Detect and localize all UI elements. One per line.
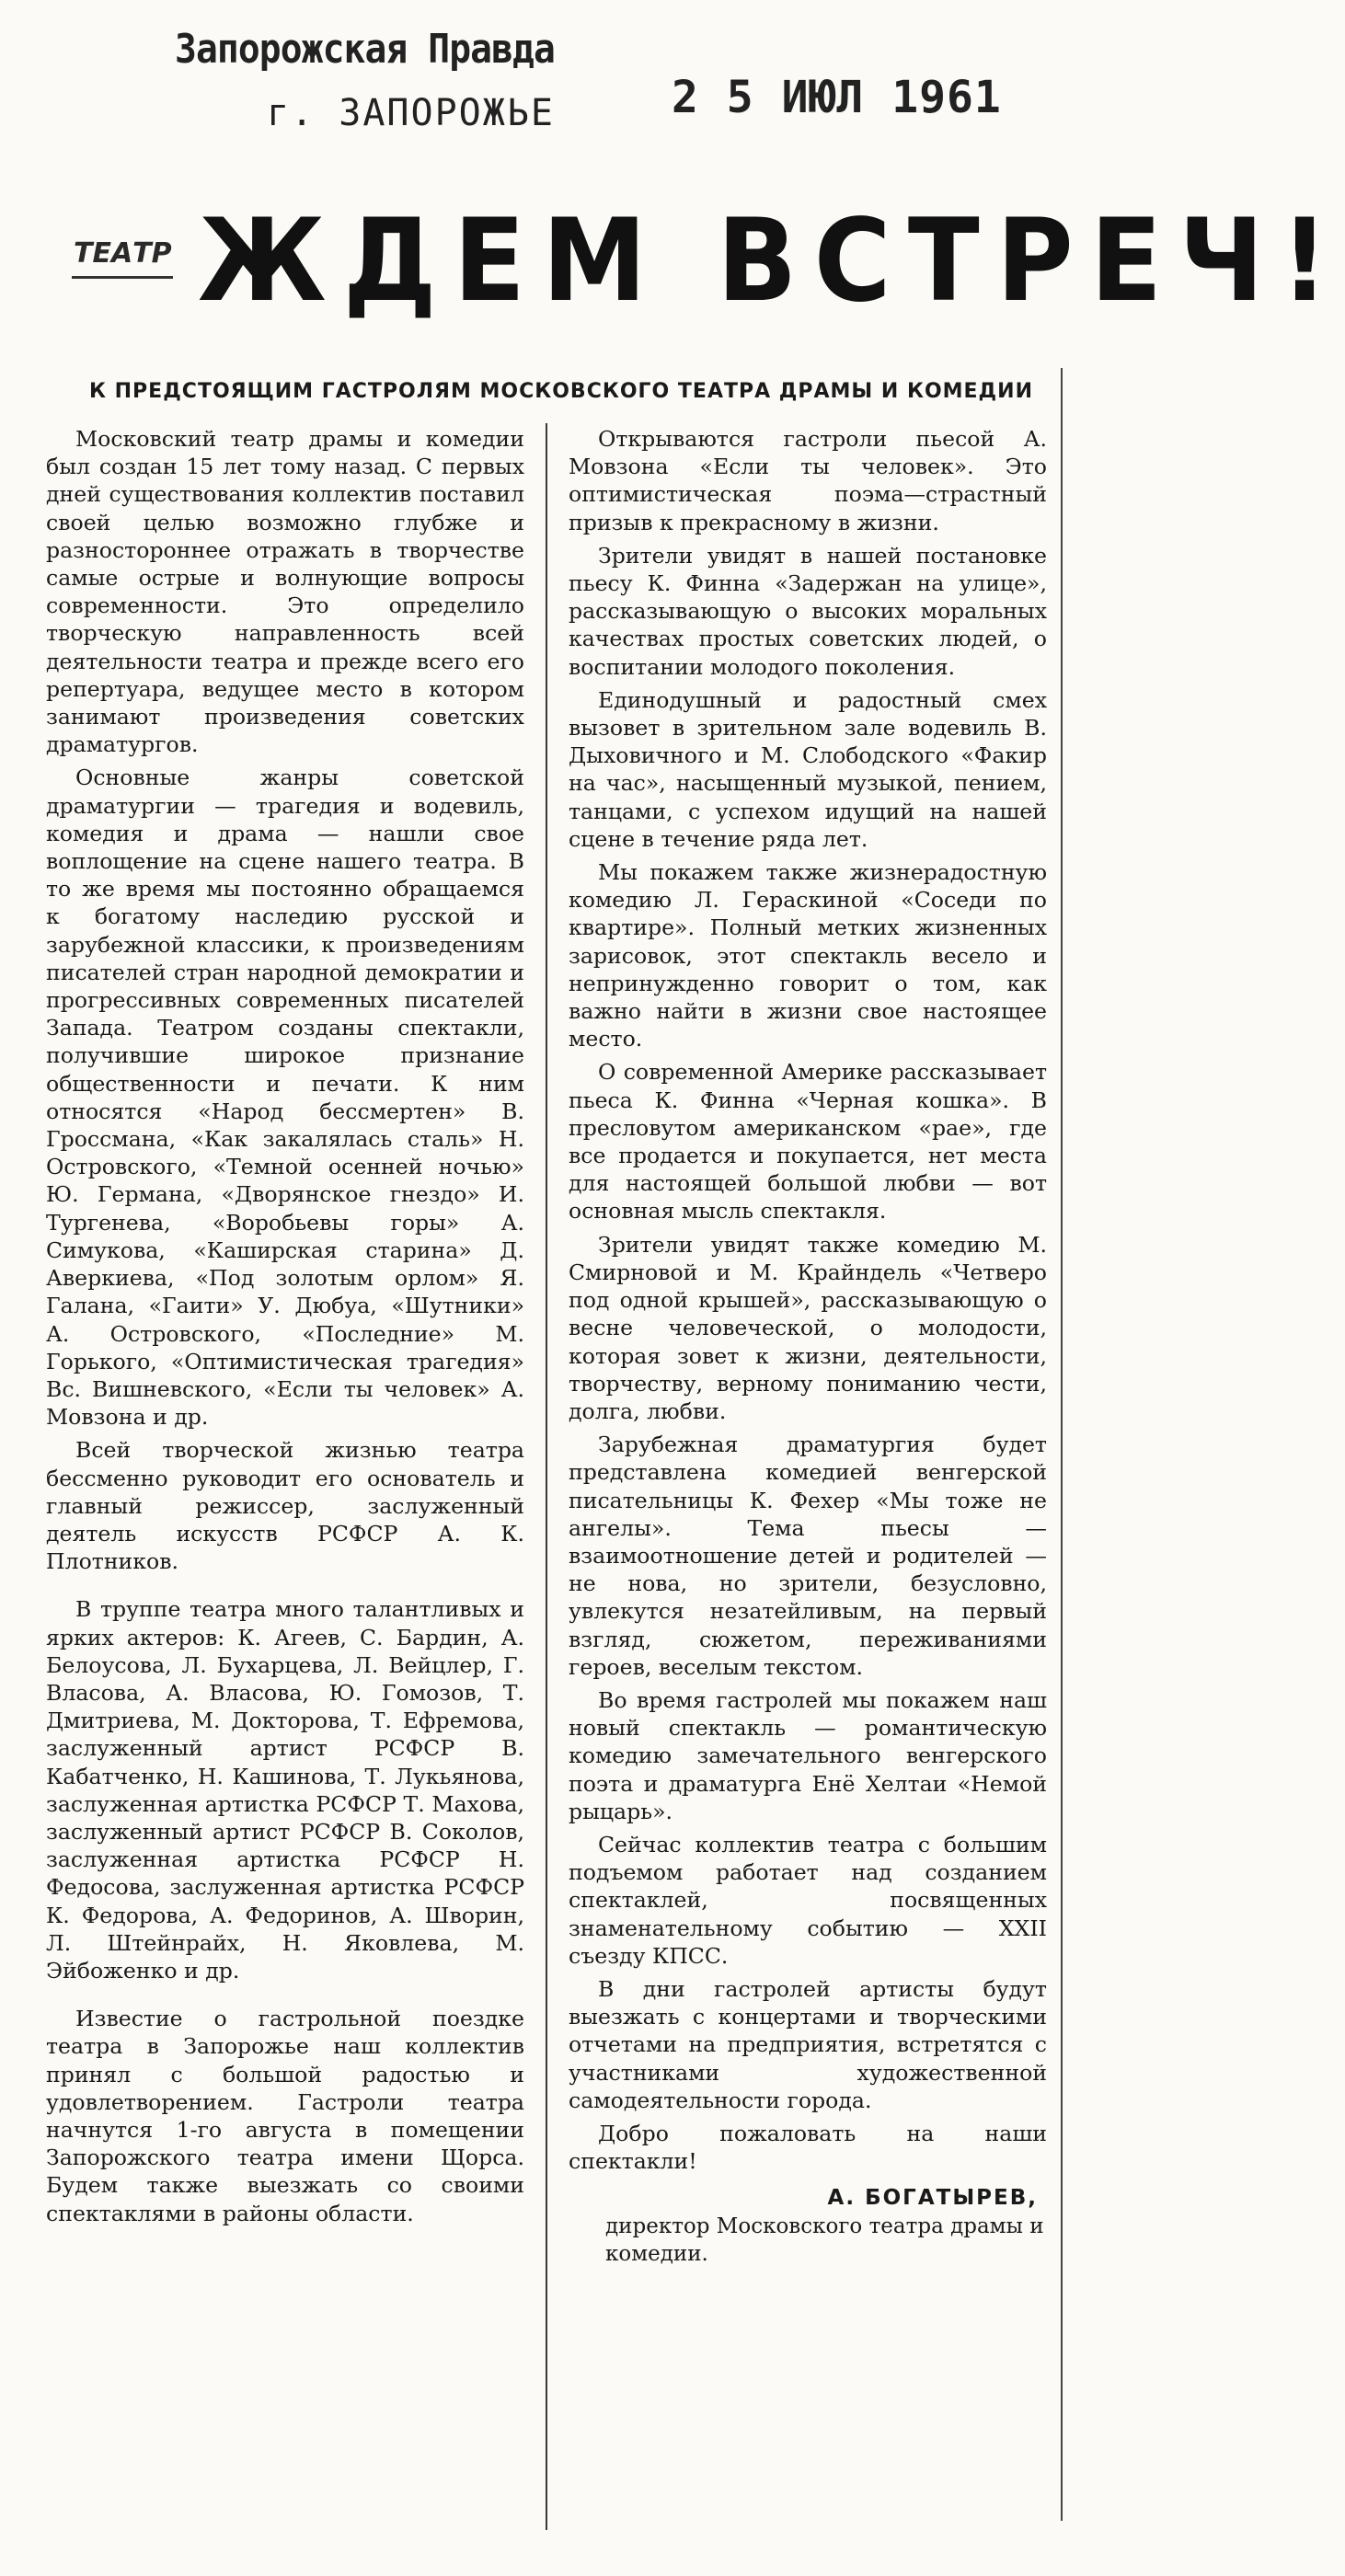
newspaper-stamp [175, 26, 1003, 145]
subheadline: К ПРЕДСТОЯЩИМ ГАСТРОЛЯМ МОСКОВСКОГО ТЕАТРА ДРАМЫ И КОМЕДИИ [89, 380, 1033, 403]
column-divider [546, 423, 547, 2530]
paragraph: Зарубежная драматургия будет представлена комедией венгерской писательницы К. Фехер «Мы тоже не ангелы». Тема пьесы — взаимоотношение детей и родителей — не нова, но зрители, безусловно, увлекутся незатейливым, на первый взгляд, сюжетом, переживаниями героев, веселым текстом. [569, 1432, 1047, 1680]
paragraph: Московский театр драмы и комедии был создан 15 лет тому назад. С первых дней существования коллектив поставил своей целью возможно глубже и разностороннее отражать в творчестве самые острые и волнующие вопросы современности. Это определило творческую направленность всей деятельности театра и прежде всего его репертуара, ведущее место в котором занимают произведения советских драматургов. [46, 426, 524, 758]
paragraph: Сейчас коллектив театра с большим подъемом работает над созданием спектаклей, посвященных знаменательному событию — XXII съезду КПСС. [569, 1831, 1047, 1969]
stamp-newspaper-name: Запорожская Правда [175, 26, 555, 73]
left-column [46, 425, 524, 2233]
paragraph: В дни гастролей артисты будут выезжать с концертами и творческими отчетами на предприятия, встретятся с участниками художественной самодеятельности города. [569, 1975, 1047, 2113]
rubric-label: ТЕАТР [74, 237, 172, 270]
paragraph: Единодушный и радостный смех вызовет в зрительном зале водевиль В. Дыховичного и М. Слободского «Факир на час», насыщенный музыкой, пением, танцами, с успехом идущий на нашей сцене в течение ряда лет. [569, 686, 1047, 852]
paragraph: Всей творческой жизнью театра бессменно руководит его основатель и главный режиссер, заслуженный деятель искусств РСФСР А. К. Плотников. [46, 1437, 524, 1575]
paragraph: В труппе театра много талантливых и ярких актеров: К. Агеев, С. Бардин, А. Белоусова, Л. Бухарцева, Л. Вейцлер, Г. Власова, А. Власова, Ю. Гомозов, Т. Дмитриева, М. Докторова, Т. Ефремова, заслуженный артист РСФСР В. Кабатченко, Н. Кашинова, Т. Лукьянова, заслуженная артистка РСФСР Т. Махова, заслуженный артист РСФСР В. Соколов, заслуженная артистка РСФСР Н. Федосова, заслуженная артистка РСФСР К. Федорова, А. Федоринов, А. Шворин, Л. Штейнрайх, Н. Яковлева, М. Эйбоженко и др. [46, 1596, 524, 1984]
paragraph: Известие о гастрольной поездке театра в Запорожье наш коллектив принял с большой радостью и удовлетворением. Гастроли театра начнутся 1-го августа в помещении Запорожского театра имени Щорса. Будем также выезжать со своими спектаклями в районы области. [46, 2006, 524, 2226]
right-column [569, 425, 1047, 2268]
paragraph: Открываются гастроли пьесой А. Мовзона «Если ты человек». Это оптимистическая поэма—страстный призыв к прекрасному в жизни. [569, 426, 1047, 535]
paragraph: Мы покажем также жизнерадостную комедию Л. Гераскиной «Соседи по квартире». Полный метких жизненных зарисовок, этот спектакль весело и непринужденно говорит о том, как важно найти в жизни свое настоящее место. [569, 859, 1047, 1052]
paragraph: О современной Америке рассказывает пьеса К. Финна «Черная кошка». В пресловутом американском «рае», где все продается и покупается, нет места для настоящей большой любви — вот основная мысль спектакля. [569, 1059, 1047, 1225]
stamp-date: 2 5 ИЮЛ 1961 [672, 72, 1002, 123]
signature-name: А. БОГАТЫРЕВ, [827, 2186, 1038, 2211]
paragraph: Зрители увидят также комедию М. Смирновой и М. Крайндель «Четверо под одной крышей», рассказывающую о весне человеческой, о молодости, которая зовет к жизни, деятельности, творчеству, верному пониманию чести, долга, любви. [569, 1231, 1047, 1424]
signature-title: директор Московского театра драмы и комедии. [605, 2214, 1044, 2266]
right-border-rule [1061, 368, 1063, 2521]
stamp-city: г. ЗАПОРОЖЬЕ [267, 92, 555, 134]
signature [569, 2184, 1047, 2267]
paragraph: Добро пожаловать на наши спектакли! [569, 2120, 1047, 2175]
headline: ЖДЕМ ВСТРЕЧ! [198, 195, 1345, 328]
paragraph: Зрители увидят в нашей постановке пьесу К. Финна «Задержан на улице», рассказывающую о высоких моральных качествах простых советских людей, о воспитании молодого поколения. [569, 542, 1047, 680]
paragraph: Основные жанры советской драматургии — трагедия и водевиль, комедия и драма — нашли свое воплощение на сцене нашего театра. В то же время мы постоянно обращаемся к богатому наследию русской и зарубежной классики, к произведениям писателей стран народной демократии и прогрессивных современных писателей Запада. Театром созданы спектакли, получившие широкое признание общественности и печати. К ним относятся «Народ бессмертен» В. Гроссмана, «Как закалялась сталь» Н. Островского, «Темной осенней ночью» Ю. Германа, «Дворянское гнездо» И. Тургенева, «Воробьевы горы» А. Симукова, «Каширская старина» Д. Аверкиева, «Под золотым орлом» Я. Галана, «Гаити» У. Дюбуа, «Шутники» А. Островского, «Последние» М. Горького, «Оптимистическая трагедия» Вс. Вишневского, «Если ты человек» А. Мовзона и др. [46, 765, 524, 1431]
rubric-underline [72, 276, 173, 279]
paragraph: Во время гастролей мы покажем наш новый спектакль — романтическую комедию замечательного венгерского поэта и драматурга Енё Хелтаи «Немой рыцарь». [569, 1686, 1047, 1824]
